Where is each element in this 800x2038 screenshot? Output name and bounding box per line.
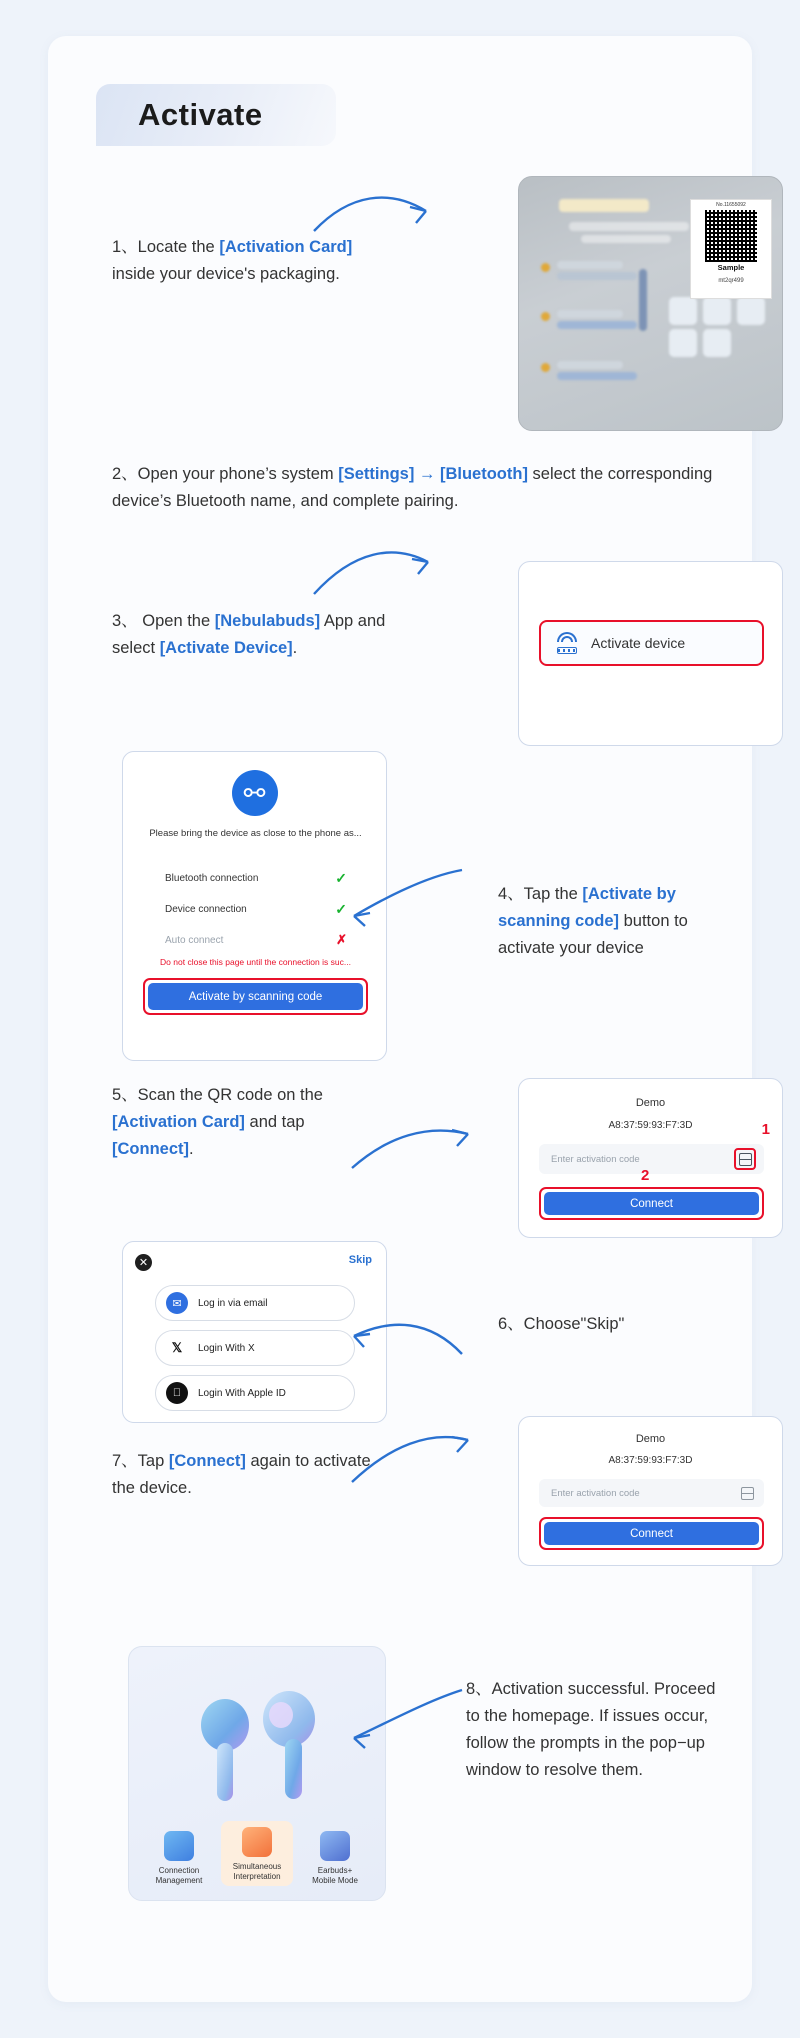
page-title-text: Activate (138, 97, 263, 132)
status-label: Device connection (165, 904, 247, 915)
login-option-email[interactable] (155, 1285, 355, 1321)
step-4-part-a: 4、Tap the (498, 885, 583, 903)
step-5-part-c: and tap (244, 1113, 305, 1131)
step-2-text (112, 461, 732, 515)
activation-card-photo (518, 176, 783, 431)
status-row-device (165, 901, 347, 918)
earbuds-illustration (181, 1685, 341, 1825)
device-signal-icon (555, 632, 579, 654)
scan-code-button[interactable] (734, 1148, 756, 1170)
qr-serial: No.11655092 (716, 202, 746, 208)
arrow-step-4 (348, 866, 468, 928)
do-not-close-warning: Do not close this page until the connection is suc... (160, 957, 351, 967)
connect-button[interactable]: Connect (544, 1192, 759, 1215)
activate-device-button[interactable] (539, 620, 764, 666)
device-mac: A8:37:59:93:F7:3D (608, 1455, 693, 1466)
qr-code-text: mt2qr499 (718, 278, 744, 284)
step-1-part-c: inside your device's packaging. (112, 265, 340, 283)
activation-code-screen-2 (518, 1416, 783, 1566)
step-2-highlight: [Settings] → [Bluetooth] (338, 465, 528, 483)
step-1-highlight: [Activation Card] (219, 238, 353, 256)
step-5-part-a: 5、Scan the QR code on the (112, 1086, 323, 1104)
check-icon: ✓ (335, 870, 347, 886)
login-option-apple[interactable] (155, 1375, 355, 1411)
activate-device-label: Activate device (591, 635, 686, 651)
qr-sample-label: Sample (717, 263, 745, 272)
arrow-step-3 (310, 536, 440, 611)
arrow-step-8 (348, 1686, 468, 1748)
feature-line2: Management (155, 1876, 203, 1885)
feature-connection-management[interactable] (143, 1831, 215, 1886)
status-label: Bluetooth connection (165, 873, 259, 884)
connect-button-highlight (539, 1187, 764, 1220)
scan-icon[interactable] (741, 1487, 754, 1500)
interpretation-icon (242, 1827, 272, 1857)
connect-button[interactable]: Connect (544, 1522, 759, 1545)
close-icon[interactable]: ✕ (135, 1254, 152, 1271)
scan-button-highlight (143, 978, 368, 1015)
activation-code-placeholder: Enter activation code (551, 1153, 640, 1165)
step-5-connect-ref: [Connect] (112, 1140, 189, 1158)
connection-icon (164, 1831, 194, 1861)
mobile-mode-icon (320, 1831, 350, 1861)
skip-button[interactable]: Skip (348, 1254, 372, 1266)
marker-1: 1 (761, 1121, 770, 1138)
page-title (96, 84, 336, 146)
login-option-x[interactable] (155, 1330, 355, 1366)
step-2-part-a: 2、Open your phone’s system (112, 465, 339, 483)
activate-by-scanning-button[interactable]: Activate by scanning code (148, 983, 363, 1010)
envelope-icon: ✉ (166, 1292, 188, 1314)
step-3-app-name: [Nebulabuds] (214, 612, 321, 630)
qr-code-image (705, 210, 757, 262)
status-row-bluetooth (165, 870, 347, 887)
activation-guide-page (48, 36, 770, 2002)
check-icon: ✓ (335, 901, 347, 917)
arrow-step-1 (310, 181, 440, 251)
step-5-card-ref: [Activation Card] (112, 1113, 245, 1131)
activation-code-input[interactable] (539, 1144, 764, 1174)
step-2-part-c: select the corresponding device’s Bluetooth name, and complete pairing. (112, 465, 713, 510)
login-option-label: Log in via email (198, 1297, 268, 1309)
feature-earbuds-mobile-mode[interactable] (299, 1831, 371, 1886)
feature-line1: Simultaneous (232, 1862, 282, 1871)
qr-sample-card (690, 199, 772, 299)
scan-icon (739, 1153, 752, 1166)
step-3-action: [Activate Device] (159, 639, 293, 657)
activation-code-input[interactable] (539, 1479, 764, 1507)
connection-hint: Please bring the device as close to the phone as... (149, 828, 362, 839)
status-row-autoconnect (165, 932, 347, 948)
step-8-text (466, 1676, 716, 1784)
arrow-step-6 (348, 1306, 468, 1368)
step-7-highlight: [Connect] (168, 1452, 246, 1470)
x-icon: 𝕏 (166, 1337, 188, 1359)
step-3-part-c: App and select (112, 612, 386, 657)
step-5-text (112, 1082, 362, 1163)
step-7-part-c: again to activate the device. (112, 1452, 371, 1497)
connect-button-highlight (539, 1517, 764, 1550)
marker-2: 2 (641, 1167, 650, 1184)
status-label: Auto connect (165, 934, 224, 946)
step-5-part-e: . (189, 1140, 194, 1158)
device-name: Demo (635, 1097, 666, 1109)
bluetooth-icon: ⚯ (232, 770, 278, 816)
step-4-highlight: [Activate by scanning code] (498, 885, 676, 930)
step-3-text (112, 608, 392, 662)
step-3-part-a: 3、 Open the (112, 612, 215, 630)
home-screen-preview (128, 1646, 386, 1901)
feature-line2: Interpretation (233, 1872, 281, 1881)
step-1-part-a: 1、Locate the (112, 238, 220, 256)
step-8-part-a: 8、Activation successful. Proceed to the homepage. If issues occur, follow the prompts in the pop−up window to resolve them. (466, 1680, 716, 1779)
arrow-step-7 (348, 1416, 478, 1488)
apple-icon (166, 1382, 188, 1404)
step-7-part-a: 7、Tap (112, 1452, 169, 1470)
step-4-text (498, 881, 748, 962)
cross-icon: ✗ (336, 932, 347, 947)
step-6-part-a: 6、Choose"Skip" (498, 1315, 625, 1333)
step-6-text (498, 1311, 748, 1338)
login-option-label: Login With Apple ID (198, 1387, 286, 1399)
activation-code-placeholder: Enter activation code (551, 1487, 640, 1499)
login-option-label: Login With X (198, 1342, 255, 1354)
feature-line2: Mobile Mode (312, 1876, 358, 1885)
step-3-part-e: . (292, 639, 298, 657)
activate-device-card (518, 561, 783, 746)
feature-simultaneous-interpretation[interactable] (221, 1821, 293, 1886)
step-7-text (112, 1448, 372, 1502)
feature-line1: Connection (158, 1866, 200, 1875)
feature-line1: Earbuds+ (317, 1866, 353, 1875)
step-4-part-c: button to activate your device (498, 912, 688, 957)
activation-code-screen-1 (518, 1078, 783, 1238)
device-name: Demo (635, 1433, 666, 1445)
device-mac: A8:37:59:93:F7:3D (608, 1120, 693, 1131)
arrow-step-5 (348, 1106, 478, 1176)
